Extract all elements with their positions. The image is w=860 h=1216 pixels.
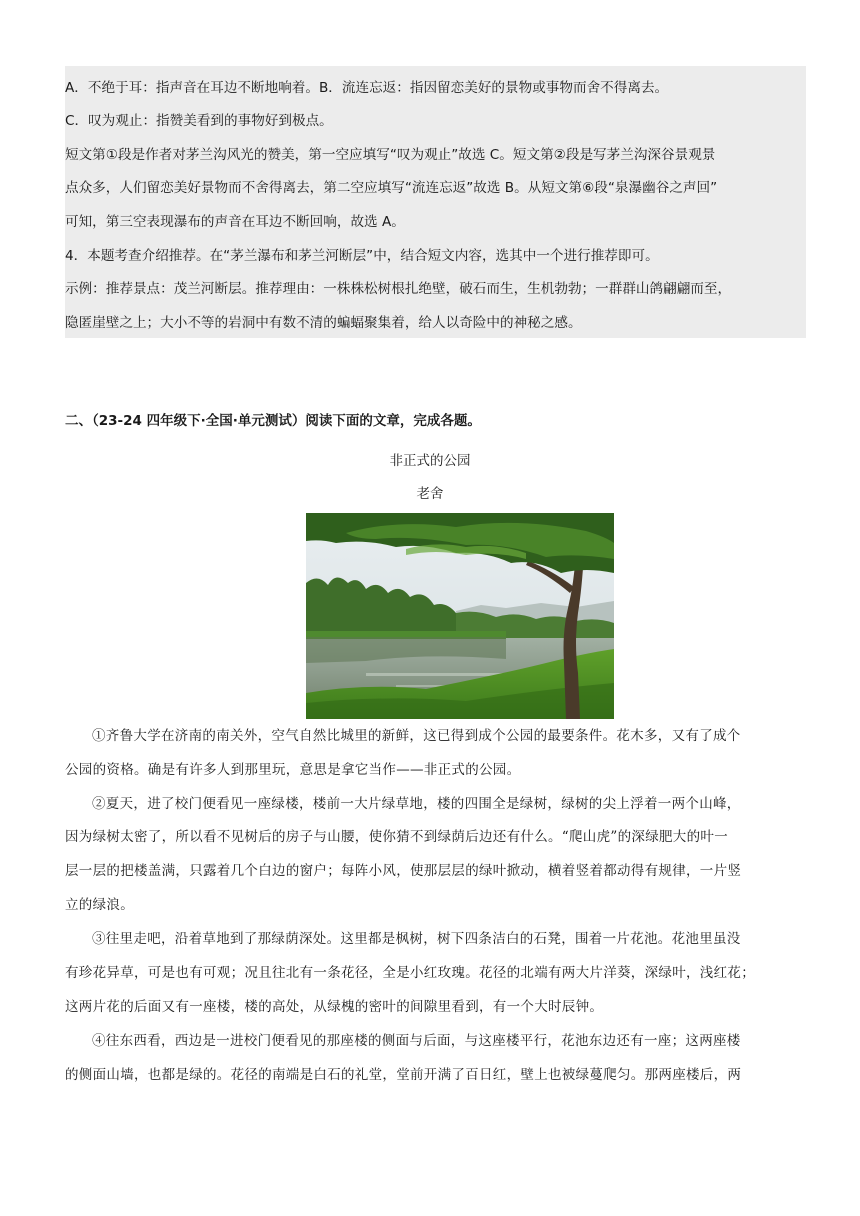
section-heading: 二、（23-24 四年级下·全国·单元测试）阅读下面的文章，完成各题。 — [65, 413, 481, 429]
article-line: ②夏天，进了校门便看见一座绿楼，楼前一大片绿草地，楼的四围全是绿树，绿树的尖上浮着一两个山峰， — [92, 796, 741, 812]
answer-line: 4．本题考查介绍推荐。在“茅兰瀑布和茅兰河断层”中，结合短文内容，选其中一个进行推荐即可。 — [65, 248, 659, 264]
answer-line: 短文第①段是作者对茅兰沟风光的赞美，第一空应填写“叹为观止”故选 C。短文第②段是写茅兰沟深谷景观景 — [65, 147, 716, 163]
article-title: 非正式的公园 — [389, 453, 471, 469]
answer-line: C．叹为观止：指赞美看到的事物好到极点。 — [65, 113, 333, 129]
article-author: 老舍 — [416, 486, 444, 502]
article-line: 立的绿浪。 — [65, 897, 134, 913]
article-line: 的侧面山墙，也都是绿的。花径的南端是白石的礼堂，堂前开满了百日红，壁上也被绿蔓爬匀。那两座楼后，两 — [65, 1067, 742, 1083]
article-line: ①齐鲁大学在济南的南关外，空气自然比城里的新鲜，这已得到成个公园的最要条件。花木多，又有了成个 — [92, 728, 741, 744]
article-line: ④往东西看，西边是一进校门便看见的那座楼的侧面与后面，与这座楼平行，花池东边还有一座；这两座楼 — [92, 1033, 741, 1049]
article-line: 这两片花的后面又有一座楼，楼的高处，从绿槐的密叶的间隙里看到，有一个大时辰钟。 — [65, 999, 604, 1015]
park-lake-photo — [306, 513, 614, 719]
answer-line: 点众多，人们留恋美好景物而不舍得离去，第二空应填写“流连忘返”故选 B。从短文第⑥段“泉瀑幽谷之声回” — [65, 180, 718, 196]
article-line: 因为绿树太密了，所以看不见树后的房子与山腰，使你猜不到绿荫后边还有什么。“爬山虎”的深绿肥大的叶一 — [65, 829, 729, 845]
article-line: 有珍花异草，可是也有可观；况且往北有一条花径，全是小红玫瑰。花径的北端有两大片洋葵，深绿叶，浅红花； — [65, 965, 755, 981]
article-line: 层一层的把楼盖满，只露着几个白边的窗户；每阵小风，使那层层的绿叶掀动，横着竖着都动得有规律，一片竖 — [65, 863, 742, 879]
article-line: ③往里走吧，沿着草地到了那绿荫深处。这里都是枫树，树下四条洁白的石凳，围着一片花池。花池里虽没 — [92, 931, 741, 947]
answer-line: 可知，第三空表现瀑布的声音在耳边不断回响，故选 A。 — [65, 214, 405, 230]
answer-line: A．不绝于耳：指声音在耳边不断地响着。B．流连忘返：指因留恋美好的景物或事物而舍不得离去。 — [65, 80, 669, 96]
answer-explanation-box — [65, 66, 806, 338]
article-line: 公园的资格。确是有许多人到那里玩，意思是拿它当作——非正式的公园。 — [65, 762, 521, 778]
answer-line: 示例：推荐景点：茂兰河断层。推荐理由：一株株松树根扎绝壁，破石而生，生机勃勃；一群群山鸽翩翩而至， — [65, 281, 732, 297]
answer-line: 隐匿崖壁之上；大小不等的岩洞中有数不清的蝙蝠聚集着，给人以奇险中的神秘之感。 — [65, 315, 582, 331]
